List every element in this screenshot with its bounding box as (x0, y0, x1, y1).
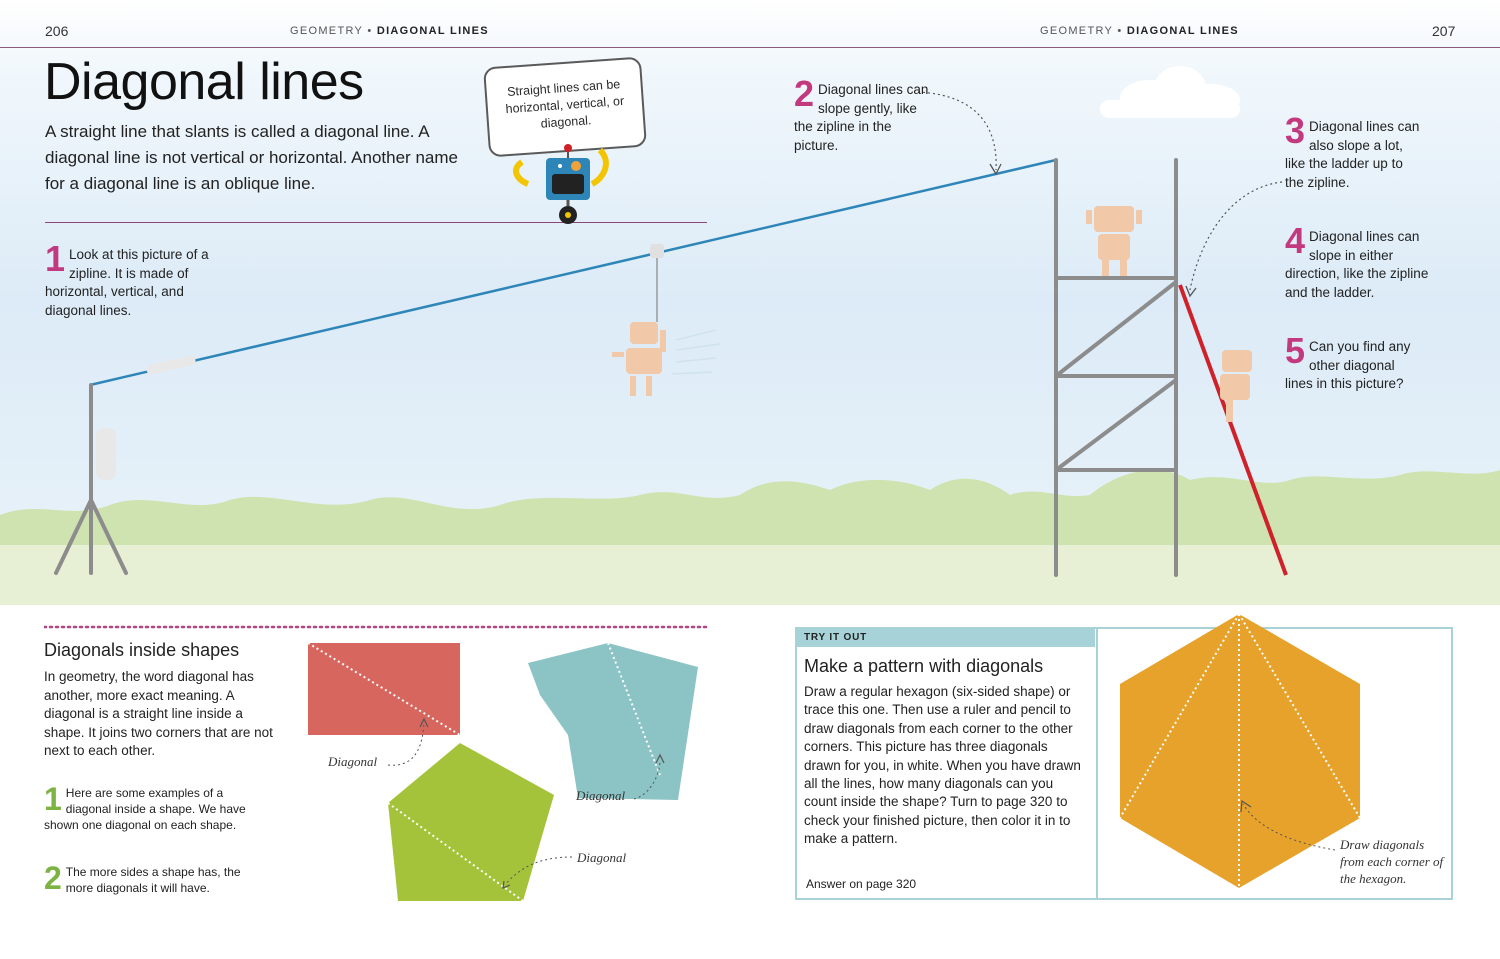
section-name: GEOMETRY (290, 25, 363, 37)
step-text: Diagonal lines can slope gently, like the zipline in the picture. (794, 82, 929, 153)
zipline-sleeve (146, 355, 197, 376)
step-text: Diagonal lines can slope in either direction, like the zipline and the ladder. (1285, 229, 1429, 300)
try-it-divider (1096, 627, 1098, 900)
step-4 (1285, 220, 1445, 302)
topic-name: DIAGONAL LINES (1126, 25, 1239, 37)
step-text: Here are some examples of a diagonal inside a shape. We have shown one diagonal on each shape. (44, 786, 246, 832)
step-number: 5 (1285, 330, 1306, 371)
step-number: 1 (44, 781, 62, 817)
step-number: 3 (1285, 110, 1306, 151)
page-number-right: 207 (1432, 23, 1456, 39)
speech-bubble: Straight lines can be horizontal, vertical, or diagonal. (483, 57, 647, 158)
robot-on-tower (1086, 206, 1142, 276)
step-2 (794, 73, 934, 155)
robot-mascot (500, 140, 620, 225)
dotted-rule (44, 624, 708, 630)
diagonal-label-pentagon: Diagonal (577, 850, 627, 865)
step-text: The more sides a shape has, the more diagonals it will have. (65, 865, 241, 895)
step-5 (1285, 330, 1425, 394)
step-text: Diagonal lines can also slope a lot, like the ladder up to the zipline. (1285, 119, 1420, 190)
shapes-heading: Diagonals inside shapes (44, 640, 240, 660)
hexagon-label: Draw diagonals from each corner of the hexagon. (1340, 837, 1444, 886)
irregular-shape (528, 643, 698, 800)
step-number: 4 (1285, 220, 1306, 261)
shapes-body: In geometry, the word diagonal has another, more exact meaning. A diagonal is a straight line inside a shape. It joins two corners that are not next to each other. (44, 669, 273, 758)
step-number: 1 (45, 238, 66, 279)
step-number: 2 (44, 860, 62, 896)
zipline-trolley (650, 244, 664, 322)
arrow-3 (1190, 182, 1282, 290)
cloud (1100, 66, 1240, 118)
try-it-tag: TRY IT OUT (797, 629, 1095, 647)
motion-lines (672, 330, 720, 374)
shape-examples (300, 635, 710, 910)
step-number: 2 (794, 73, 815, 114)
robot-on-zipline (612, 322, 666, 396)
step-text: Look at this picture of a zipline. It is made of horizontal, vertical, and diagonal lines. (45, 247, 209, 318)
shapes-step-1 (44, 781, 264, 833)
page-number-left: 206 (45, 23, 69, 39)
grass (0, 545, 1500, 605)
separator: • (1117, 25, 1123, 37)
running-head-left (290, 25, 489, 37)
try-it-body: Draw a regular hexagon (six-sided shape) or trace this one. Then use a ruler and pencil to draw diagonals from each corner to the other corners. This picture has three diagonals drawn for you, in white. When you have drawn all the lines, how many diagonals can you count inside the shape? Turn to page 320 to check your finished picture, then color it in to make a pattern. (804, 684, 1081, 847)
step-text: Can you find any other diagonal lines in this picture? (1285, 339, 1411, 391)
separator: • (367, 25, 373, 37)
intro-text: A straight line that slants is called a diagonal line. A diagonal line is not vertical or horizontal. Another name for a diagonal line is an oblique line. (45, 122, 458, 193)
diagonal-label-rectangle: Diagonal (328, 754, 378, 769)
step-3 (1285, 110, 1420, 192)
diagonal-label-irregular: Diagonal (576, 788, 626, 803)
left-pole-box (96, 428, 116, 480)
step-1 (45, 238, 220, 320)
page-header (0, 0, 1500, 48)
answer-note: Answer on page 320 (806, 877, 917, 891)
shapes-step-2 (44, 860, 264, 896)
running-head-right (1040, 25, 1239, 37)
try-it-heading: Make a pattern with diagonals (804, 656, 1044, 676)
section-name: GEOMETRY (1040, 25, 1113, 37)
topic-name: DIAGONAL LINES (376, 25, 489, 37)
page-title: Diagonal lines (44, 53, 364, 111)
